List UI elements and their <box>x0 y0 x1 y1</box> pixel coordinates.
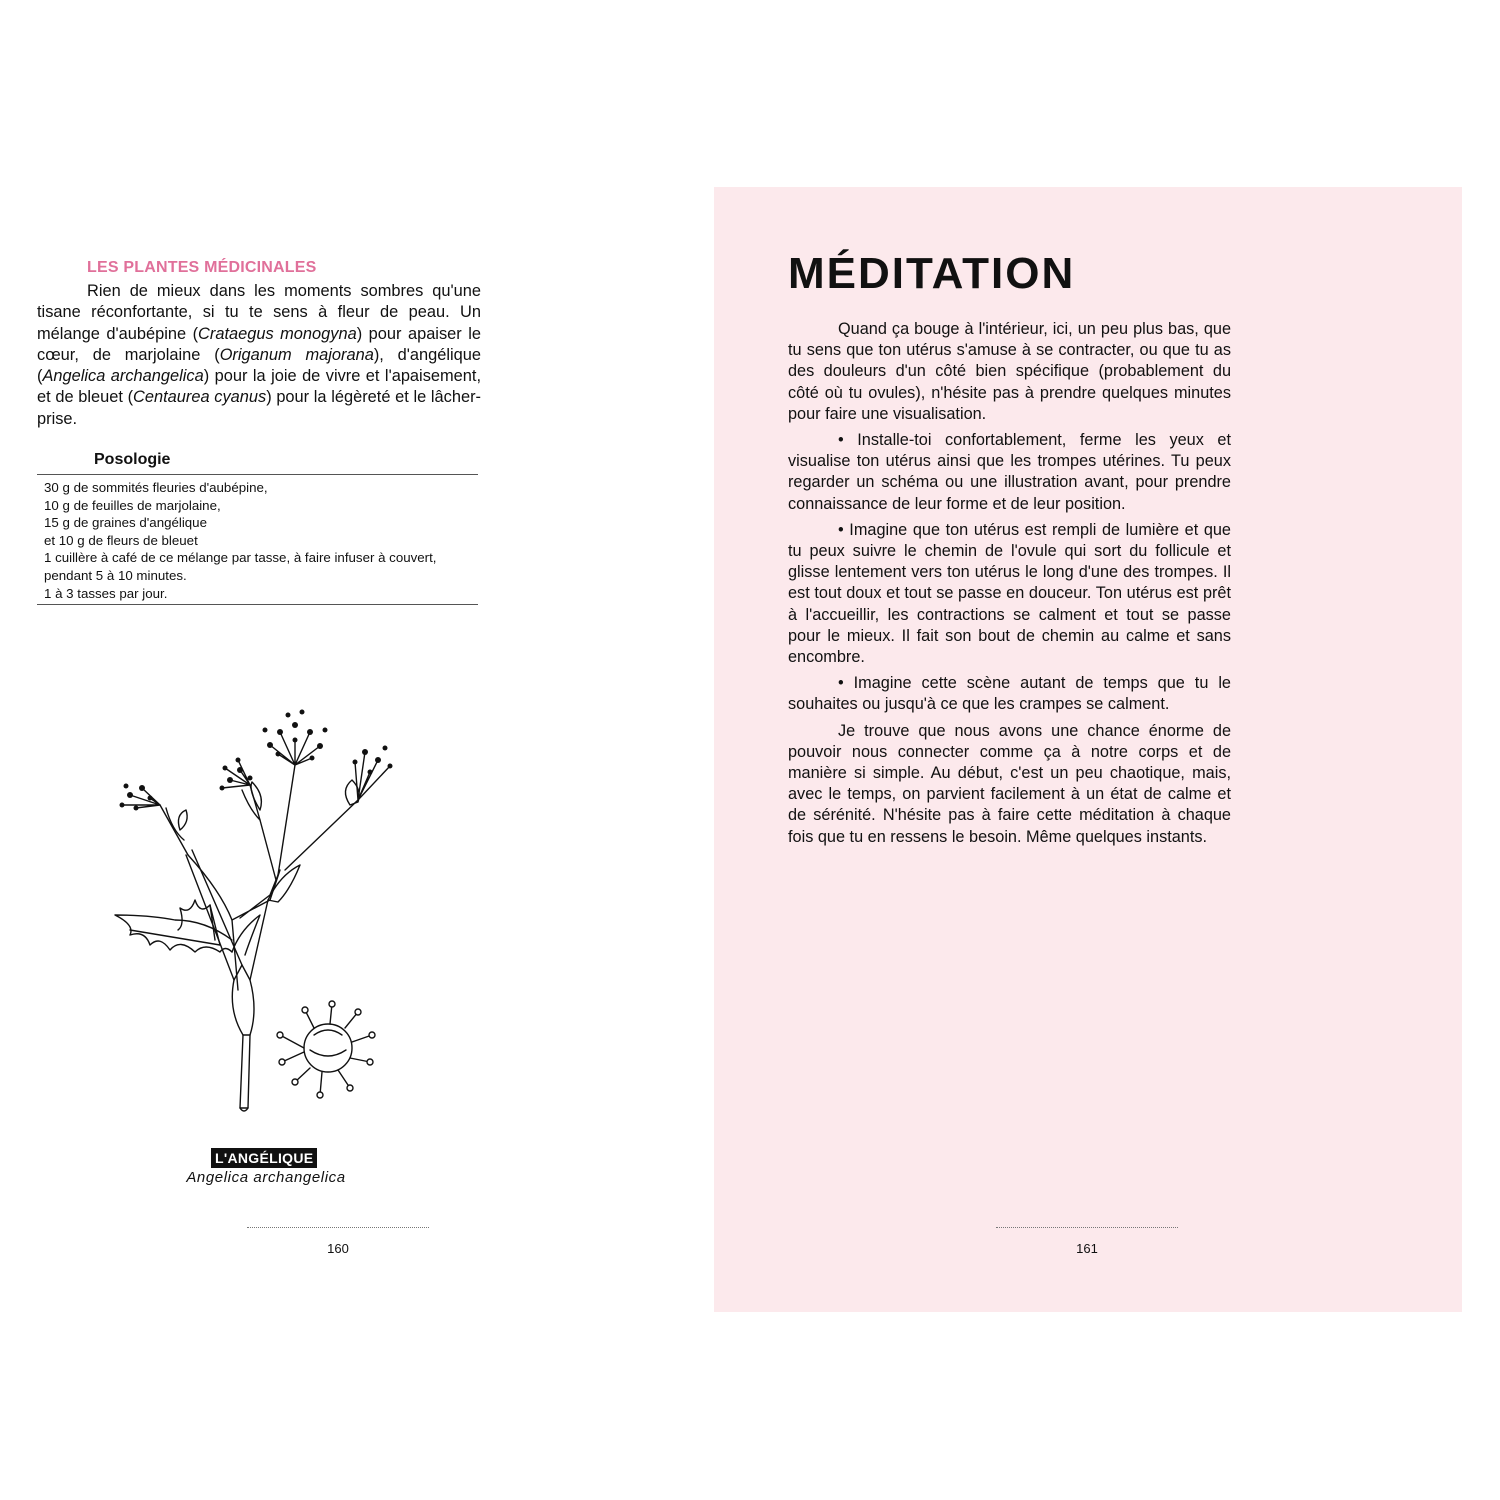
page-number-left: 160 <box>327 1241 349 1256</box>
body-paragraph: Quand ça bouge à l'intérieur, ici, un peu plus bas, que tu sens que ton utérus s'amuse à se contracter, ou que tu as des douleurs d'un côté bien spécifique (probablement du côté où tu ovules), n'hésite pas à prendre quelques minutes pour faire une visualisation. <box>788 320 1231 423</box>
posologie-line: 30 g de sommités fleuries d'aubépine, <box>44 480 268 495</box>
posologie-line: 10 g de feuilles de marjolaine, <box>44 497 221 513</box>
body-paragraph: • Imagine que ton utérus est rempli de lumière et que tu peux suivre le chemin de l'ovule qui sort du follicule et glisse lentement vers ton utérus le long d'une des trompes. Il est tout doux et tout se passe en douceur. Ton utérus est prêt à l'accueillir, les contractions se calment et tout se passe pour le mieux. Il fait son bout de chemin au calme et sans encombre. <box>788 520 1231 667</box>
right-page <box>714 187 1462 1312</box>
angelica-illustration-icon <box>100 690 410 1120</box>
footer-divider <box>247 1227 429 1228</box>
posologie-line: 15 g de graines d'angélique <box>44 515 207 531</box>
illustration-caption-latin: Angelica archangelica <box>186 1169 346 1186</box>
posologie-line: 1 cuillère à café de ce mélange par tasse, à faire infuser à couvert, <box>44 550 437 566</box>
intro-paragraph: Rien de mieux dans les moments sombres qu'une tisane réconfortante, si tu te sens à fleur de peau. Un mélange d'aubépine (Crataegus monogyna) pour apaiser le cœur, de marjolaine (Origanum majorana), d'angélique (Angelica archangelica) pour la joie de vivre et l'apaisement, et de bleuet (Centaurea cyanus) pour la légèreté et le lâcher-prise. <box>37 282 482 428</box>
body-paragraph: • Installe-toi confortablement, ferme les yeux et visualise ton utérus ainsi que les trompes utérines. Tu peux regarder un schéma ou une illustration avant, pour prendre connaissance de leur forme et de leur position. <box>788 431 1231 513</box>
footer-divider <box>996 1227 1178 1228</box>
meditation-body <box>788 319 1231 853</box>
posologie-line: 1 à 3 tasses par jour. <box>44 585 168 601</box>
illustration-caption-title: L'ANGÉLIQUE <box>211 1148 317 1168</box>
left-page <box>0 0 700 1500</box>
posologie-box <box>37 474 478 605</box>
page-number-right: 161 <box>1076 1241 1098 1256</box>
section-heading: LES PLANTES MÉDICINALES <box>87 259 317 276</box>
posologie-line: et 10 g de fleurs de bleuet <box>44 532 198 548</box>
posologie-line: pendant 5 à 10 minutes. <box>44 567 187 583</box>
body-paragraph: Je trouve que nous avons une chance énorme de pouvoir nous connecter comme ça à notre corps et de manière si simple. Au début, c'est un peu chaotique, mais, avec le temps, on parvient facilement à un état de calme et de sérénité. N'hésite pas à faire cette méditation à chaque fois que tu en ressens le besoin. Même quelques instants. <box>788 721 1231 846</box>
page-title: MÉDITATION <box>788 249 1076 298</box>
posologie-title: Posologie <box>94 451 171 468</box>
body-paragraph: • Imagine cette scène autant de temps que tu le souhaites ou jusqu'à ce que les crampes se calment. <box>788 674 1231 714</box>
